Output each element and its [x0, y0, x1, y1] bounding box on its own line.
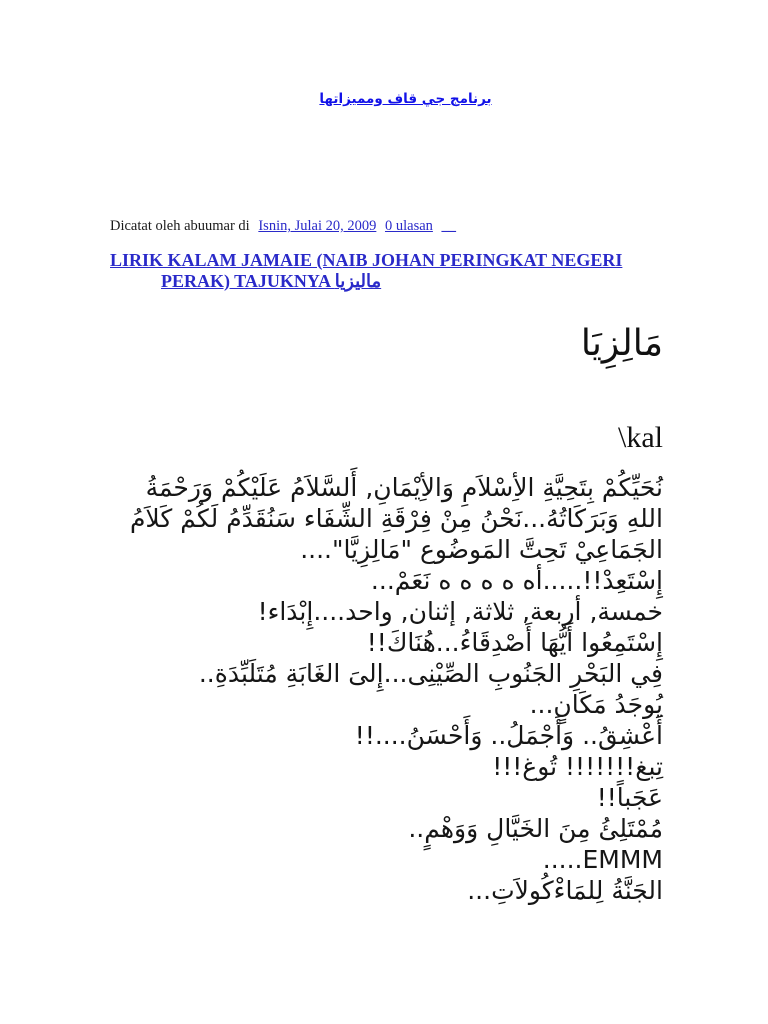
kal-text: \kal — [618, 421, 663, 454]
lyric-line: نُحَيِّكُمْ بِتَحِيَّةِ الأِسْلاَمِ وَالأِيْمَانِ, أَلسَّلاَمُ عَلَيْكُمْ وَرَحْمَةُ — [145, 473, 663, 502]
byline-stub-link[interactable]: __ — [441, 218, 457, 234]
lyric-line: يُوجَدُ مَكَانٍ... — [529, 690, 663, 719]
page-header — [110, 90, 663, 108]
lyric-line: الجَنَّةُ لِلمَاءْكُولاَتِ... — [467, 876, 663, 905]
lyric-line: فِي البَحْرِ الجَنُوبِ الصِّيْنِى...إِلىَ الغَابَةِ مُتَلَبِّدَةِ.. — [198, 659, 663, 688]
byline-date-link[interactable]: Isnin, Julai 20, 2009 — [258, 218, 377, 234]
post-title-link[interactable] — [110, 250, 663, 292]
lyric-line: إِسْتَمِعُوا أَيُّهَا أَصْدِقَاءُ...هُنَاكَ!! — [366, 628, 663, 657]
lyric-line: أَعْشِقُ.. وَأَجْمَلُ.. وَأَحْسَنُ....!! — [354, 721, 663, 750]
post-title-line-2: PERAK) TAJUKNYA ماليزيا — [161, 271, 382, 291]
lyric-line: مُمْتَلِئُ مِنَ الخَيَّالِ وَوَهْمٍ.. — [408, 814, 663, 843]
lyric-line: تِبغ!!!!!!! تُوغ!!! — [492, 752, 663, 781]
lyric-line: إِسْتَعِدْ!!.....أه ه ه ه ه نَعَمْ... — [370, 566, 663, 595]
post-title-line-1: LIRIK KALAM JAMAIE (NAIB JOHAN PERINGKAT NEGERI — [110, 250, 623, 270]
lyric-line: الجَمَاعِيْ تَحِتَّ المَوضُوع "مَالِزِيَّا".... — [300, 535, 663, 564]
lyric-line: خمسة, أربعة, ثلاثة, إثنان, واحد....إِبْدَاء! — [257, 597, 663, 626]
byline — [110, 218, 663, 235]
lyric-line: عَجَباً!! — [596, 783, 663, 812]
post-title — [110, 250, 663, 292]
header-title-link[interactable]: برنامج جي قاف ومميزاتها — [319, 91, 492, 107]
lyrics-block — [110, 472, 663, 906]
lyric-line: .....EMMM — [542, 845, 663, 874]
big-arabic-title: مَالِزِيَا — [580, 323, 663, 364]
byline-comments-link[interactable]: 0 ulasan — [384, 218, 433, 234]
byline-prefix-text: Dicatat oleh abuumar di — [110, 218, 250, 234]
lyric-line: اللهِ وَبَرَكَاتُهُ...نَحْنُ مِنْ فِرْقَةِ الشِّفَاء سَنُقَدِّمُ لَكُمْ كَلاَمُ — [129, 504, 663, 533]
